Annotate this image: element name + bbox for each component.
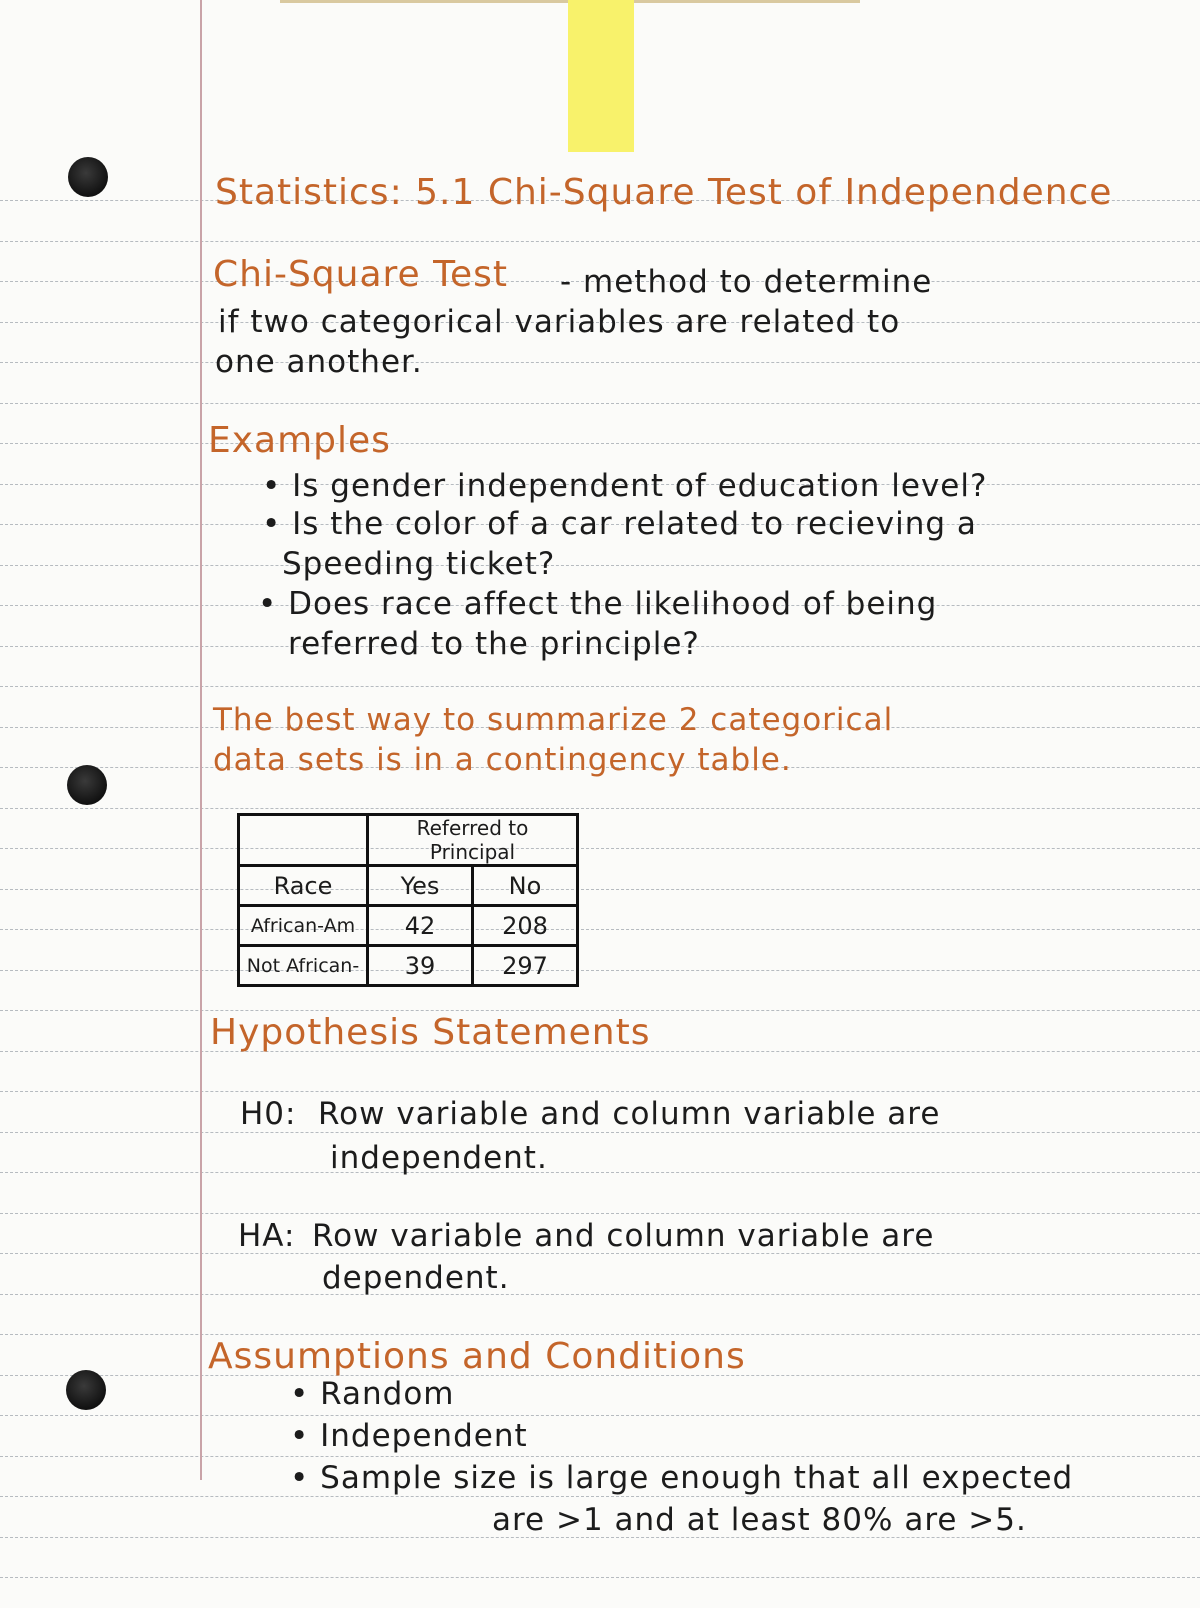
- sticky-note: [568, 0, 634, 152]
- definition-term: Chi-Square Test: [213, 254, 509, 295]
- table-cell: 39: [368, 946, 473, 986]
- ruled-line: [0, 1415, 1200, 1416]
- ha-text: Row variable and column variable are: [312, 1218, 935, 1254]
- table-header: Yes: [368, 866, 473, 906]
- summary-text: The best way to summarize 2 categorical: [213, 702, 894, 738]
- ruled-line: [0, 686, 1200, 687]
- table-row: [239, 906, 578, 946]
- punch-hole: [68, 157, 108, 197]
- h0-label: H0:: [240, 1096, 297, 1132]
- table-cell: 297: [473, 946, 578, 986]
- definition-text: one another.: [215, 344, 423, 380]
- page-title: Statistics: 5.1 Chi-Square Test of Independence: [215, 172, 1113, 213]
- punch-hole: [66, 1370, 106, 1410]
- ruled-line: [0, 889, 1200, 890]
- hypothesis-heading: Hypothesis Statements: [210, 1012, 651, 1053]
- contingency-table: [237, 813, 579, 987]
- ruled-line: [0, 848, 1200, 849]
- h0-text: independent.: [330, 1140, 548, 1176]
- ruled-line: [0, 1334, 1200, 1335]
- punch-hole: [67, 765, 107, 805]
- ruled-line: [0, 403, 1200, 404]
- table-header: No: [473, 866, 578, 906]
- ruled-line: [0, 970, 1200, 971]
- example-item: referred to the principle?: [288, 626, 700, 662]
- table-cell: 208: [473, 906, 578, 946]
- example-item: • Does race affect the likelihood of being: [258, 586, 938, 622]
- table-cell: 42: [368, 906, 473, 946]
- ruled-line: [0, 1577, 1200, 1578]
- example-item: Speeding ticket?: [282, 546, 556, 582]
- examples-heading: Examples: [208, 420, 391, 461]
- summary-text: data sets is in a contingency table.: [213, 742, 792, 778]
- example-item: • Is the color of a car related to recieving a: [262, 506, 977, 542]
- ha-label: HA:: [238, 1218, 296, 1254]
- ruled-line: [0, 241, 1200, 242]
- table-row: [239, 866, 578, 906]
- margin-line: [200, 0, 202, 1480]
- ruled-line: [0, 1294, 1200, 1295]
- ruled-line: [0, 565, 1200, 566]
- example-item: • Is gender independent of education level?: [262, 468, 988, 504]
- assumption-item: • Random: [290, 1376, 455, 1412]
- ruled-line: [0, 1456, 1200, 1457]
- ruled-line: [0, 808, 1200, 809]
- table-row: [239, 815, 578, 866]
- ruled-line: [0, 443, 1200, 444]
- ha-text: dependent.: [322, 1260, 510, 1296]
- table-row: [239, 946, 578, 986]
- table-header: Race: [239, 866, 368, 906]
- ruled-line: [0, 1172, 1200, 1173]
- assumption-item: are >1 and at least 80% are >5.: [492, 1502, 1027, 1538]
- ruled-line: [0, 1091, 1200, 1092]
- assumption-item: • Sample size is large enough that all expected: [290, 1460, 1074, 1496]
- ruled-line: [0, 929, 1200, 930]
- table-cell: African-Am: [239, 906, 368, 946]
- definition-text: - method to determine: [560, 264, 933, 300]
- ruled-line: [0, 362, 1200, 363]
- table-cell: Not African-: [239, 946, 368, 986]
- ruled-line: [0, 1496, 1200, 1497]
- assumptions-heading: Assumptions and Conditions: [208, 1336, 746, 1377]
- assumption-item: • Independent: [290, 1418, 528, 1454]
- definition-text: if two categorical variables are related to: [218, 304, 901, 340]
- ruled-line: [0, 1213, 1200, 1214]
- ruled-line: [0, 1010, 1200, 1011]
- h0-text: Row variable and column variable are: [318, 1096, 941, 1132]
- table-group-header: Referred to Principal: [368, 815, 578, 866]
- table-cell-empty: [239, 815, 368, 866]
